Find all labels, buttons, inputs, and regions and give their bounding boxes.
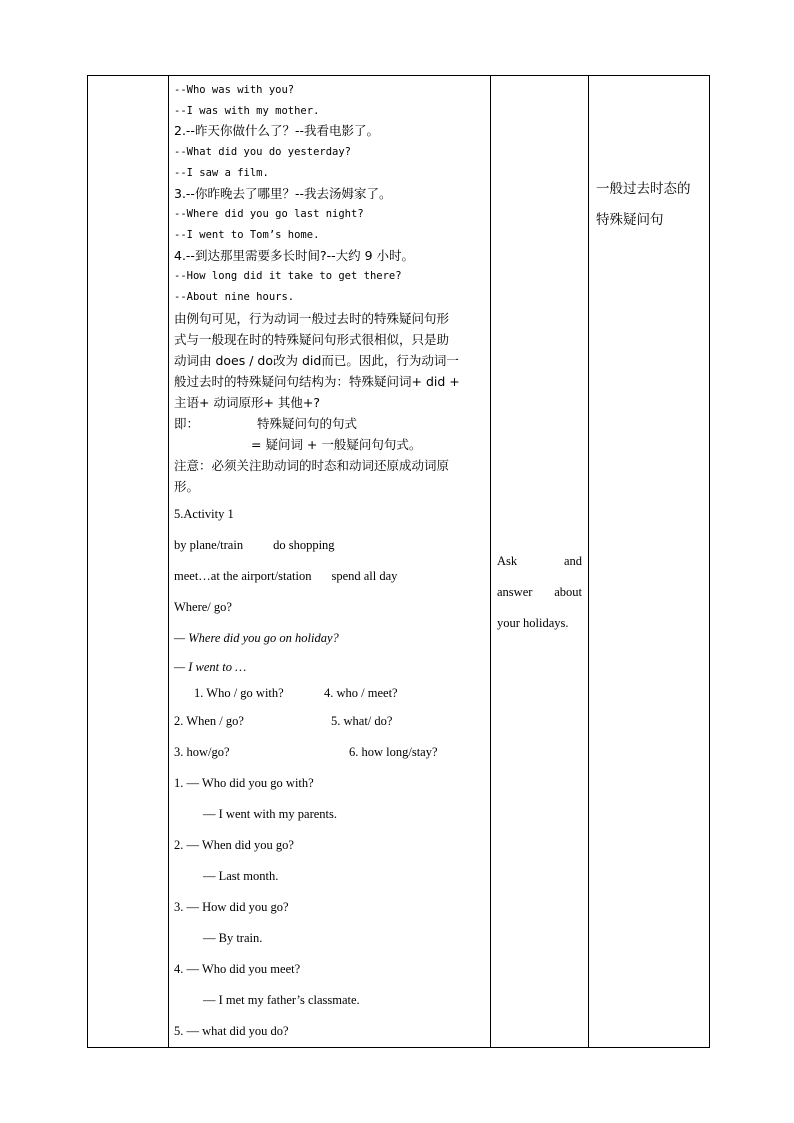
prompt-row bbox=[174, 706, 485, 737]
prompt-row bbox=[174, 680, 485, 706]
dialogue-line: --Who was with you? bbox=[174, 84, 295, 96]
design-intent-cell bbox=[589, 76, 710, 1048]
phrase: spend all day bbox=[331, 568, 398, 583]
student-activity-line: answer about bbox=[497, 585, 582, 599]
answer-line: — I went with my parents. bbox=[203, 806, 338, 821]
explanation-line: 主语+ 动词原形+ 其他+? bbox=[174, 394, 321, 410]
example-heading: 3.--你昨晚去了哪里？--我去汤姆家了。 bbox=[174, 185, 392, 201]
phrase: do shopping bbox=[273, 537, 335, 552]
design-intent-line: 一般过去时态的 bbox=[596, 181, 691, 197]
explanation-line: 般过去时的特殊疑问句结构为：特殊疑问词+ did + bbox=[174, 373, 460, 389]
prompt: 6. how long/stay? bbox=[349, 744, 438, 759]
formula-title: 特殊疑问句的句式 bbox=[257, 415, 358, 431]
dialogue-line: --What did you do yesterday? bbox=[174, 146, 352, 159]
note-line: 注意：必须关注助动词的时态和动词还原成动词原 bbox=[174, 457, 450, 473]
example-question: — Where did you go on holiday? bbox=[174, 630, 339, 645]
dialogue-line: --Where did you go last night? bbox=[174, 208, 364, 221]
phrase-row bbox=[174, 561, 485, 592]
activity-title: 5.Activity 1 bbox=[174, 506, 234, 521]
answer-line: — Last month. bbox=[203, 868, 279, 883]
prompt-row bbox=[174, 737, 485, 768]
example-heading: 4.--到达那里需要多长时间?--大约 9 小时。 bbox=[174, 247, 415, 263]
answer-line: — I met my father’s classmate. bbox=[203, 992, 360, 1007]
phrase-row bbox=[174, 530, 485, 561]
design-intent-line: 特殊疑问句 bbox=[596, 212, 664, 228]
question-line: 4. — Who did you meet? bbox=[174, 961, 301, 976]
prompt: 1. Who / go with? bbox=[194, 685, 284, 700]
stage-column-cell bbox=[88, 76, 169, 1048]
note-line: 形。 bbox=[174, 478, 200, 494]
prompt: 4. who / meet? bbox=[324, 685, 398, 700]
dialogue-line: --I was with my mother. bbox=[174, 104, 320, 117]
prompt: 3. how/go? bbox=[174, 744, 230, 759]
student-activity-line: your holidays. bbox=[497, 616, 569, 630]
dialogue-line: --I went to Tom’s home. bbox=[174, 228, 320, 241]
student-activity-line: Ask and bbox=[497, 554, 582, 568]
phrase: by plane/train bbox=[174, 537, 244, 552]
example-heading: 2.--昨天你做什么了？--我看电影了。 bbox=[174, 123, 379, 139]
question-line: 1. — Who did you go with? bbox=[174, 775, 314, 790]
explanation-line: 由例句可见，行为动词一般过去时的特殊疑问句形 bbox=[174, 310, 450, 326]
prompt: 2. When / go? bbox=[174, 713, 244, 728]
question-line: 2. — When did you go? bbox=[174, 837, 294, 852]
student-activity-cell bbox=[491, 76, 589, 1048]
question-line: 3. — How did you go? bbox=[174, 899, 289, 914]
dialogue-line: --How long did it take to get there? bbox=[174, 270, 402, 283]
dialogue-line: --About nine hours. bbox=[174, 291, 295, 304]
explanation-line: 式与一般现在时的特殊疑问句形式很相似，只是助 bbox=[174, 331, 450, 347]
formula-line bbox=[174, 413, 485, 434]
formula-line: = 疑问词 + 一般疑问句句式。 bbox=[251, 436, 422, 452]
question-line: 5. — what did you do? bbox=[174, 1023, 289, 1038]
dialogue-line: --I saw a film. bbox=[174, 166, 269, 179]
teaching-content-cell bbox=[169, 76, 491, 1048]
prompt-line: Where/ go? bbox=[174, 599, 232, 614]
phrase: meet…at the airport/station bbox=[174, 568, 312, 583]
explanation-line: 动词由 does / do改为 did而已。因此，行为动词一 bbox=[174, 352, 459, 368]
formula-label: 即： bbox=[174, 415, 200, 431]
table-row bbox=[88, 76, 710, 1048]
answer-line: — By train. bbox=[203, 930, 263, 945]
example-answer: — I went to … bbox=[174, 659, 247, 674]
prompt: 5. what/ do? bbox=[331, 713, 393, 728]
lesson-plan-table bbox=[87, 75, 710, 1048]
